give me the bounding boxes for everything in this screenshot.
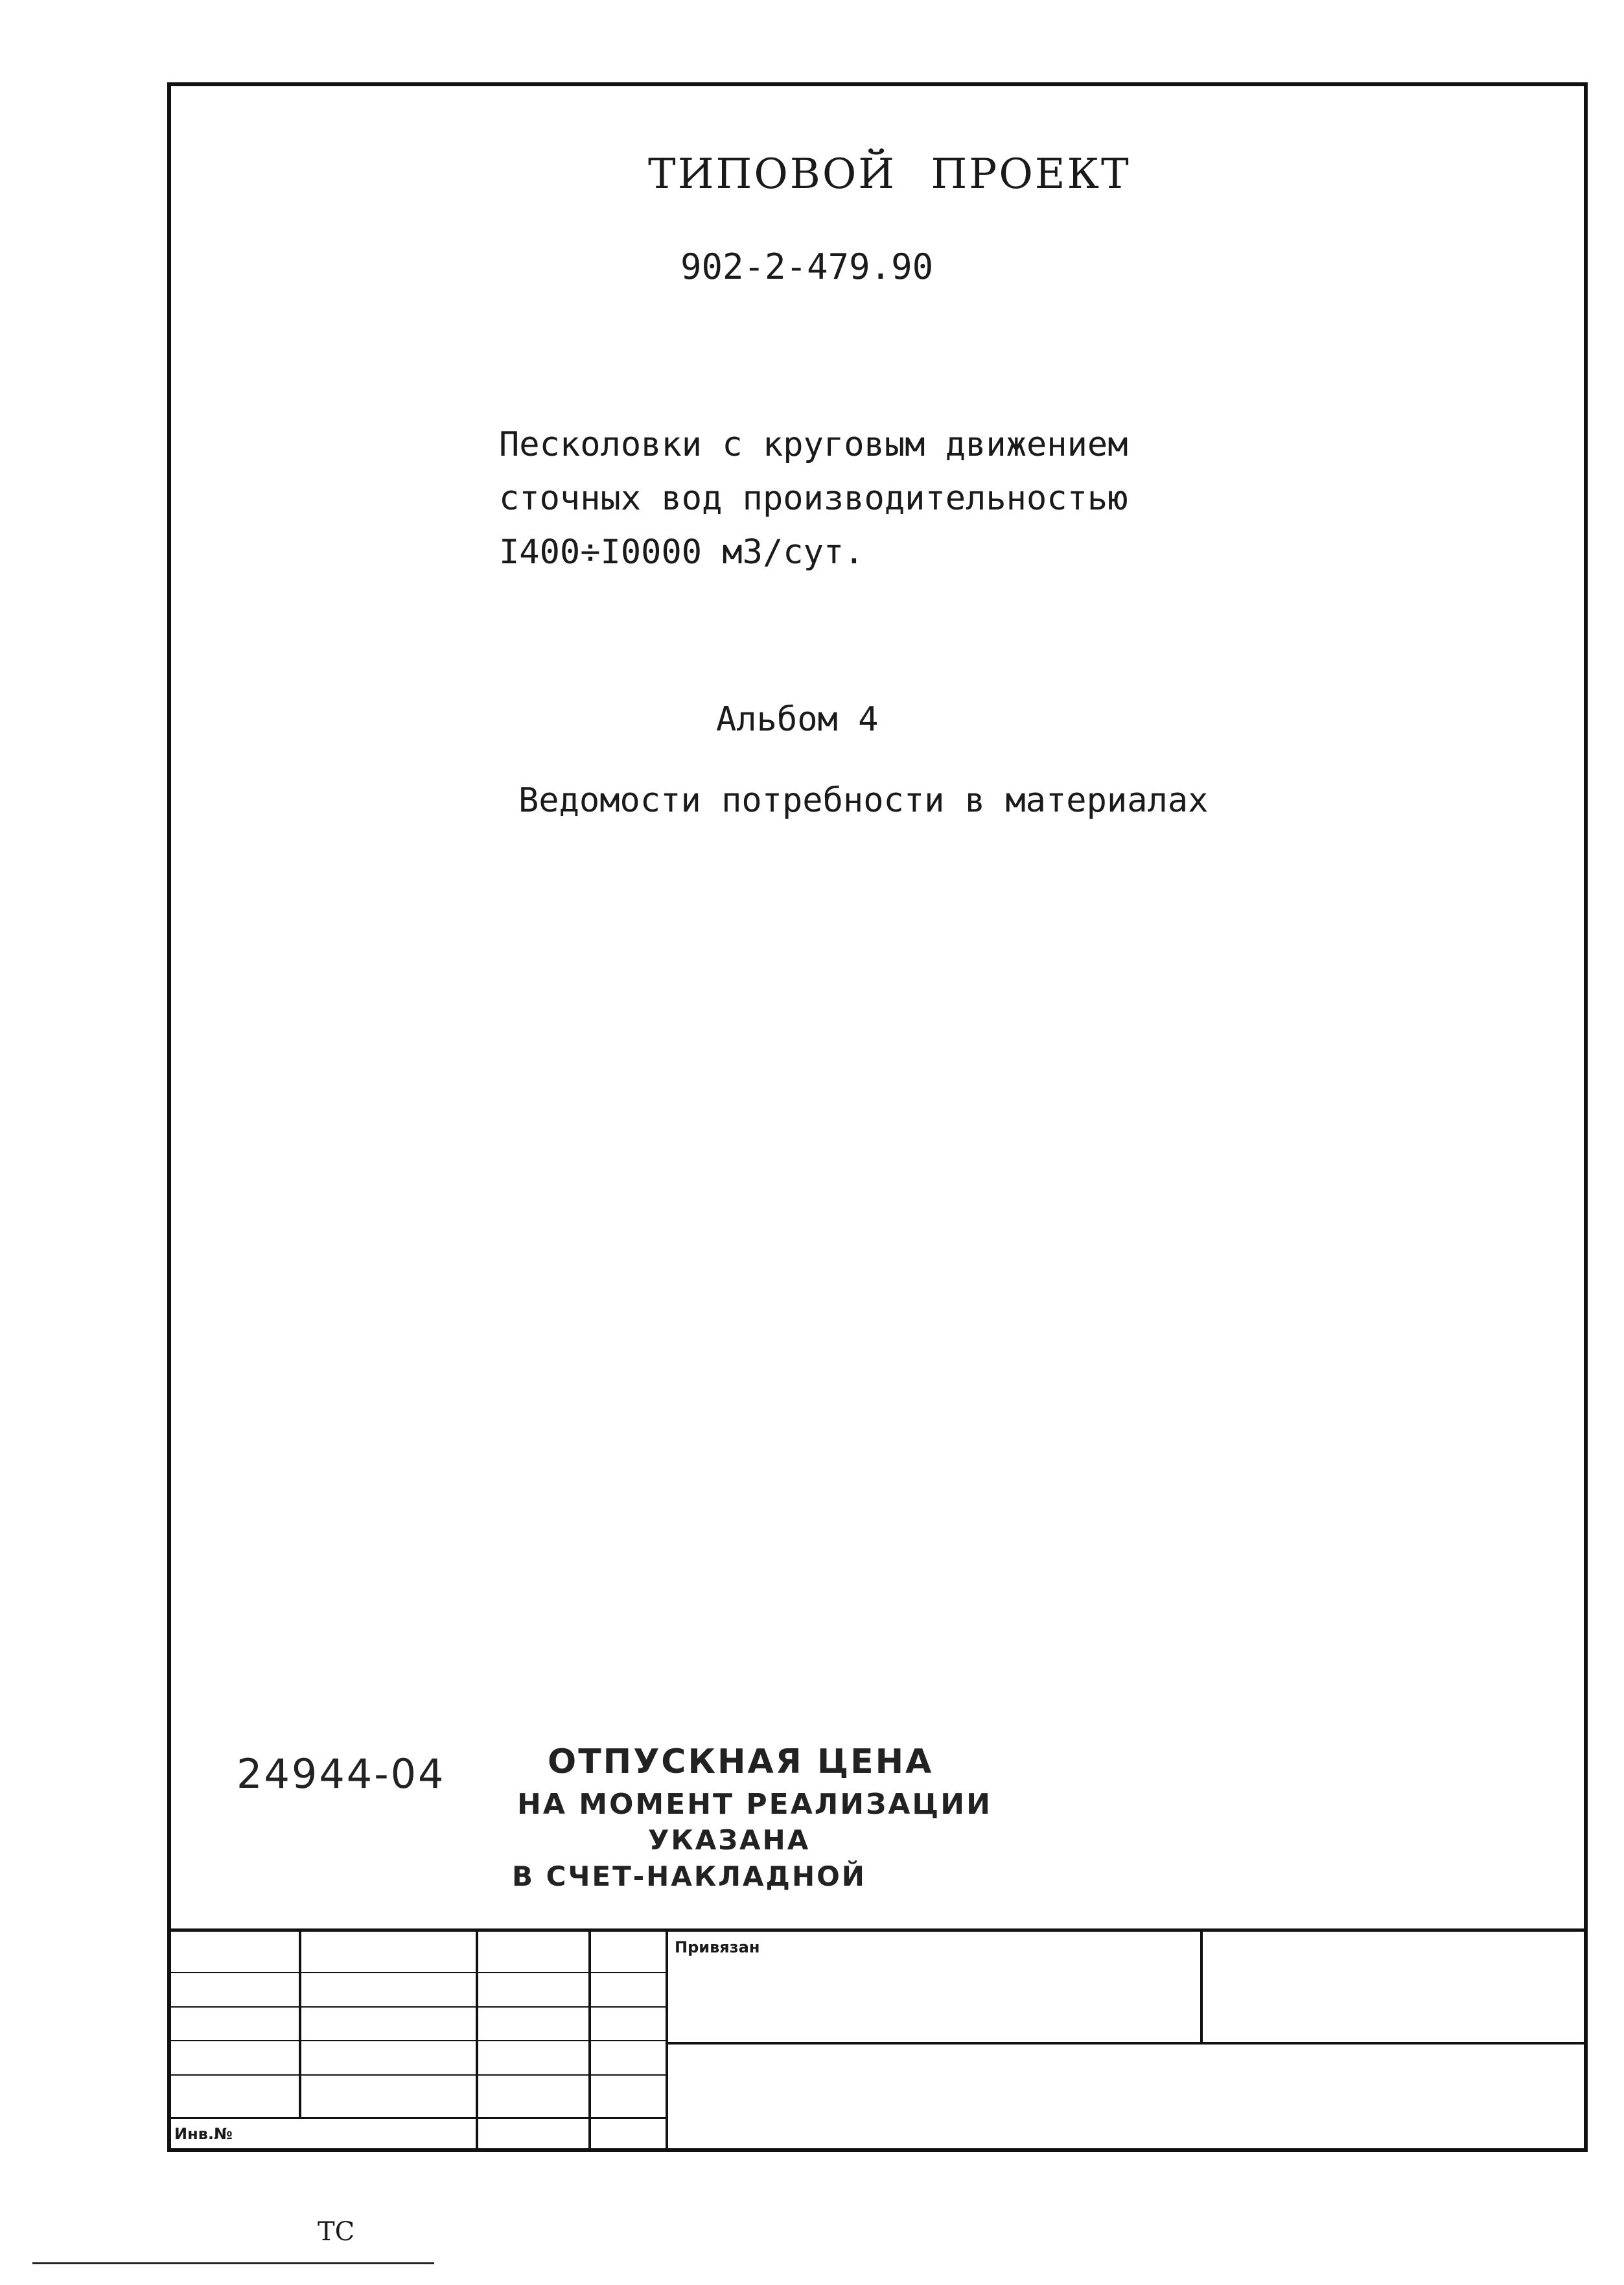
grid-line bbox=[169, 2074, 668, 2076]
description-line: I400÷I0000 м3/сут. bbox=[499, 533, 864, 572]
grid-line bbox=[1200, 1932, 1203, 2043]
footer-mark: ТС bbox=[318, 2217, 355, 2247]
grid-line bbox=[169, 2006, 668, 2008]
album-label: Альбом 4 bbox=[716, 700, 879, 739]
grid-line bbox=[299, 1932, 301, 2118]
grid-line bbox=[666, 2042, 1586, 2045]
footer-rule bbox=[32, 2262, 434, 2264]
stamp-line: НА МОМЕНТ РЕАЛИЗАЦИИ bbox=[517, 1788, 992, 1821]
grid-line bbox=[169, 2117, 668, 2119]
album-subtitle: Ведомости потребности в материалах bbox=[518, 781, 1209, 820]
stamp-line: УКАЗАНА bbox=[648, 1824, 811, 1856]
title-block bbox=[169, 1928, 1586, 2150]
description-line: сточных вод производительностью bbox=[499, 479, 1128, 518]
project-code: 902-2-479.90 bbox=[680, 246, 934, 287]
stamp-line: ОТПУСКНАЯ ЦЕНА bbox=[548, 1742, 934, 1781]
stamp-number: 24944-04 bbox=[237, 1750, 446, 1798]
description-line: Песколовки с круговым движением bbox=[499, 425, 1128, 464]
tied-label: Привязан bbox=[675, 1938, 760, 1956]
stamp-line: В СЧЕТ-НАКЛАДНОЙ bbox=[512, 1860, 866, 1892]
grid-line bbox=[169, 1972, 668, 1973]
inventory-label: Инв.№ bbox=[174, 2125, 233, 2143]
document-title: ТИПОВОЙ ПРОЕКТ bbox=[648, 150, 1131, 198]
project-description bbox=[499, 418, 1128, 580]
grid-line bbox=[169, 2040, 668, 2041]
drawing-frame bbox=[167, 82, 1588, 2152]
